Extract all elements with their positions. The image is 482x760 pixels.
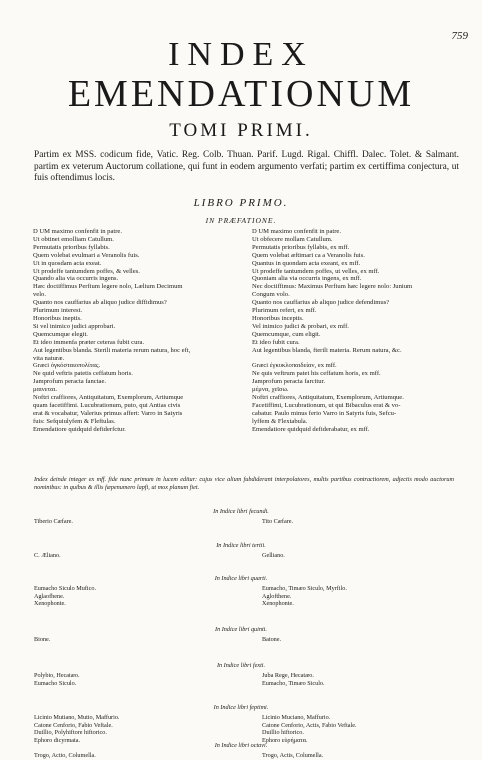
praefatione-heading: IN PRÆFATIONE. xyxy=(205,216,277,225)
errata-line: Quem volebat æftimari ca a Veranolis fuis. xyxy=(252,251,365,259)
errata-line: Jamprofum peracta farcitur. xyxy=(252,378,326,386)
errata-line: Noftri craffiores, Antiquitatum, Exemplorum, Artiumque xyxy=(33,394,184,402)
errata-line: D UM maximo confenfit in patre. xyxy=(252,228,341,235)
entry-line: Polybio, Hecatæo. xyxy=(34,672,80,679)
errata-line: Permutatis prioribus fyllabis. xyxy=(33,243,110,251)
errata-line: Quanto nos cauffarius ab aliquo judice diffidimus? xyxy=(33,299,167,307)
errata-line: Ut prodeffe tantumdem poffes, & velles. xyxy=(33,267,140,275)
right-column-corrections xyxy=(252,228,460,434)
errata-line: Plurimum interest. xyxy=(33,307,83,315)
entry-line: Catone Cenforio, Actis, Fabio Veftale. xyxy=(262,721,357,729)
errata-line: Honoribus ineptis. xyxy=(33,314,82,322)
entry-line: Licinio Mutiano, Mutio, Maffurio. xyxy=(34,714,120,721)
title-index: INDEX xyxy=(168,36,314,73)
section-heading: In Indice libri quarti. xyxy=(214,575,268,582)
section-heading: In Indice libri octavi. xyxy=(214,742,268,749)
entry-line: Eumacho, Timæo Siculo. xyxy=(262,679,325,687)
left-entry xyxy=(34,518,73,526)
errata-line: Quemcumque, cum eligit. xyxy=(252,330,321,338)
entry-line: Ephoro εὑρήματα. xyxy=(262,736,308,744)
libro-primo-heading: LIBRO PRIMO. xyxy=(193,197,289,209)
errata-line: Et ideo fubit cura. xyxy=(252,338,300,346)
errata-line: Ut prodeffe tantumdem poffes, ut velles, ex mff. xyxy=(252,267,380,275)
errata-line: Quanto nos cauffarius ab aliquo judice defendimus? xyxy=(252,299,390,307)
errata-line: Quem volebat evulmari a Veranolis fuis. xyxy=(33,251,140,259)
entry-line: Aglofthene. xyxy=(262,592,292,600)
errata-line: quam facetiffimi. Lucubrationum, puto, qui Antias civis xyxy=(33,401,181,409)
errata-line: erat & vocabatur, Valerius primus affert: Varro in Satyris xyxy=(33,409,183,417)
section-heading: In Indice libri fexti. xyxy=(216,662,266,669)
errata-line: Ne quid veftris patetis ceffatum horis. xyxy=(33,370,133,378)
errata-line: Honoribus inceptis. xyxy=(252,314,304,322)
entry-line: Licinio Muciano, Maffurio. xyxy=(262,714,331,721)
errata-line: Ne quis veftrum patet his ceffatum horis, ex mff. xyxy=(252,370,381,378)
right-entry xyxy=(262,636,281,644)
section-heading: In Indice libri feptimi. xyxy=(213,704,269,711)
title-emendationum: EMENDATIONUM xyxy=(67,73,415,115)
errata-line: Quantus in quondam acta exeant, ex mff. xyxy=(252,259,361,267)
errata-line: Aut legentibus blanda, fterili materia. Rerum natura, &c. xyxy=(252,346,402,354)
errata-line: Noftri craffiores, Antiquitatum, Exemplorum, Artiumque. xyxy=(252,394,404,402)
errata-line: Emendatiore quidquid defiderfctur. xyxy=(33,425,126,433)
errata-line: vita naturæ. xyxy=(33,354,65,362)
errata-line: Græci ἐγκυκλοπαιδείαν, ex mff. xyxy=(252,362,337,370)
entry-line: Gelliano. xyxy=(262,552,285,559)
entry-line: Eumacho Siculo. xyxy=(34,679,77,687)
errata-line: cabatur. Paulo minus ferio Varro in Satyris fuis, Sefcu- xyxy=(252,409,397,417)
right-entry xyxy=(262,552,285,560)
entry-line: C. Æliano. xyxy=(34,552,61,559)
errata-line: D UM maximo confenfit in patre. xyxy=(33,228,122,235)
errata-line: Plurimum refert, ex mff. xyxy=(252,307,317,315)
section-heading: In Indice libri tertii. xyxy=(216,542,266,549)
errata-line xyxy=(252,355,460,363)
errata-line: Congum volo. xyxy=(252,291,290,299)
errata-line: Ut in quosdam acta exeat. xyxy=(33,259,102,267)
left-entry xyxy=(34,636,50,644)
entry-line: Ephoro dicyrmata. xyxy=(34,736,81,744)
entry-line: Eumacho, Timæo Siculo, Myrfilo. xyxy=(262,585,347,592)
errata-line: μέμνα, χεῖσω. xyxy=(252,386,289,394)
errata-line: Quando alia via occurris ingens. xyxy=(33,275,119,283)
errata-line: Si vel inimico judici approbari. xyxy=(33,322,116,330)
errata-line: Nec doctiffimus: Maximus Perfium hæc legere nolo: Junium xyxy=(252,283,413,291)
left-column-errata xyxy=(33,228,241,434)
errata-line: Ut obfecere mollam Catullum. xyxy=(252,235,333,243)
left-entry xyxy=(34,752,96,760)
left-entry xyxy=(34,552,61,560)
entry-line: Tiberio Cæfare. xyxy=(34,518,73,525)
errata-line: Græci ὀγκόσταιοπολίτας. xyxy=(33,362,101,370)
right-entry xyxy=(262,714,357,744)
section-heading: In Indice libri fecundi. xyxy=(213,508,269,515)
right-entry xyxy=(262,518,293,526)
right-entry xyxy=(262,672,325,687)
errata-line: μαινεται. xyxy=(33,386,58,394)
entry-line: Aglaofhene. xyxy=(34,592,65,600)
entry-line: Xenophonte. xyxy=(34,600,66,608)
errata-line: Vel inimico judici & probari, ex mff. xyxy=(252,322,349,330)
entry-line: Eumacho Siculo Mufico. xyxy=(34,585,97,592)
errata-line: velo. xyxy=(33,291,47,299)
errata-line: Permutatis prioribus fyllabis, ex mff. xyxy=(252,243,350,251)
entry-line: Duillio hiftorico. xyxy=(262,729,304,737)
errata-line: Hæc doctiffimus Perfium legere nolo, Lælium Decimum xyxy=(33,283,183,291)
index-note: Index deinde integer ex mff. fide nunc primum in lucem editur: cujus vice alium fubdiderant interpolatores, multis partibus contractiorem, adjectis modo auctorum nominibus: in quibus & illis fæpenumero lapfi, ut mox planum fiet. xyxy=(34,476,454,491)
left-entry xyxy=(34,672,80,687)
entry-line: Juba Rege, Hecatæo. xyxy=(262,672,314,679)
errata-line: Et ideo immenfa præter ceteras fubit cura. xyxy=(33,338,145,346)
entry-line: Batone. xyxy=(262,636,282,643)
right-entry xyxy=(262,752,323,760)
left-entry xyxy=(34,714,119,744)
errata-line: Quemcumque elegit. xyxy=(33,330,88,338)
entry-line: Tito Cæfare. xyxy=(262,518,294,525)
errata-line: Quoniam alia via occurris ingens, ex mff. xyxy=(252,275,362,283)
intro-paragraph: Partim ex MSS. codicum fide, Vatic. Reg. Colb. Thuan. Parif. Lugd. Rigal. Chiffl. Dalec. Tolet. & Salmant. partim ex veterum Auctorum collatione, qui funt in eodem argumento verfati; partim ex certiffima conjectura, ut fuis oftendimus locis. xyxy=(34,150,459,183)
page-number: 759 xyxy=(451,30,468,42)
entry-line: Trogo, Actio, Columella. xyxy=(34,752,96,759)
errata-line: Aut legentibus blanda. Sterili materia rerum natura, hoc eft, xyxy=(33,346,191,354)
errata-line: Facetiffimi, Lucubrationum, ut qui Bibaculus erat & vo- xyxy=(252,401,401,409)
errata-line: Jamprofum peracta fanctae. xyxy=(33,378,107,386)
entry-line: Xenophonte. xyxy=(262,600,294,608)
section-heading: In Indice libri quinti. xyxy=(215,626,267,633)
title-tomi-primi: TOMI PRIMI. xyxy=(169,120,313,141)
entry-line: Trogo, Actis, Columella. xyxy=(262,752,324,759)
errata-line: lyffem & Flextabula. xyxy=(252,417,308,425)
entry-line: Duillio, Polyhiftore hiftorico. xyxy=(34,729,107,737)
right-entry xyxy=(262,585,347,608)
left-entry xyxy=(34,585,96,608)
entry-line: Bione. xyxy=(34,636,51,643)
errata-line: fuis: Sefquiulyfem & Fleftulas. xyxy=(33,417,116,425)
entry-line: Catone Cenforio, Fabio Veftale. xyxy=(34,721,113,729)
errata-line: Ut obtinet emolliam Catullum. xyxy=(33,235,114,243)
errata-line: Emendatiore quidquid defiderabatur, ex mff. xyxy=(252,425,370,433)
